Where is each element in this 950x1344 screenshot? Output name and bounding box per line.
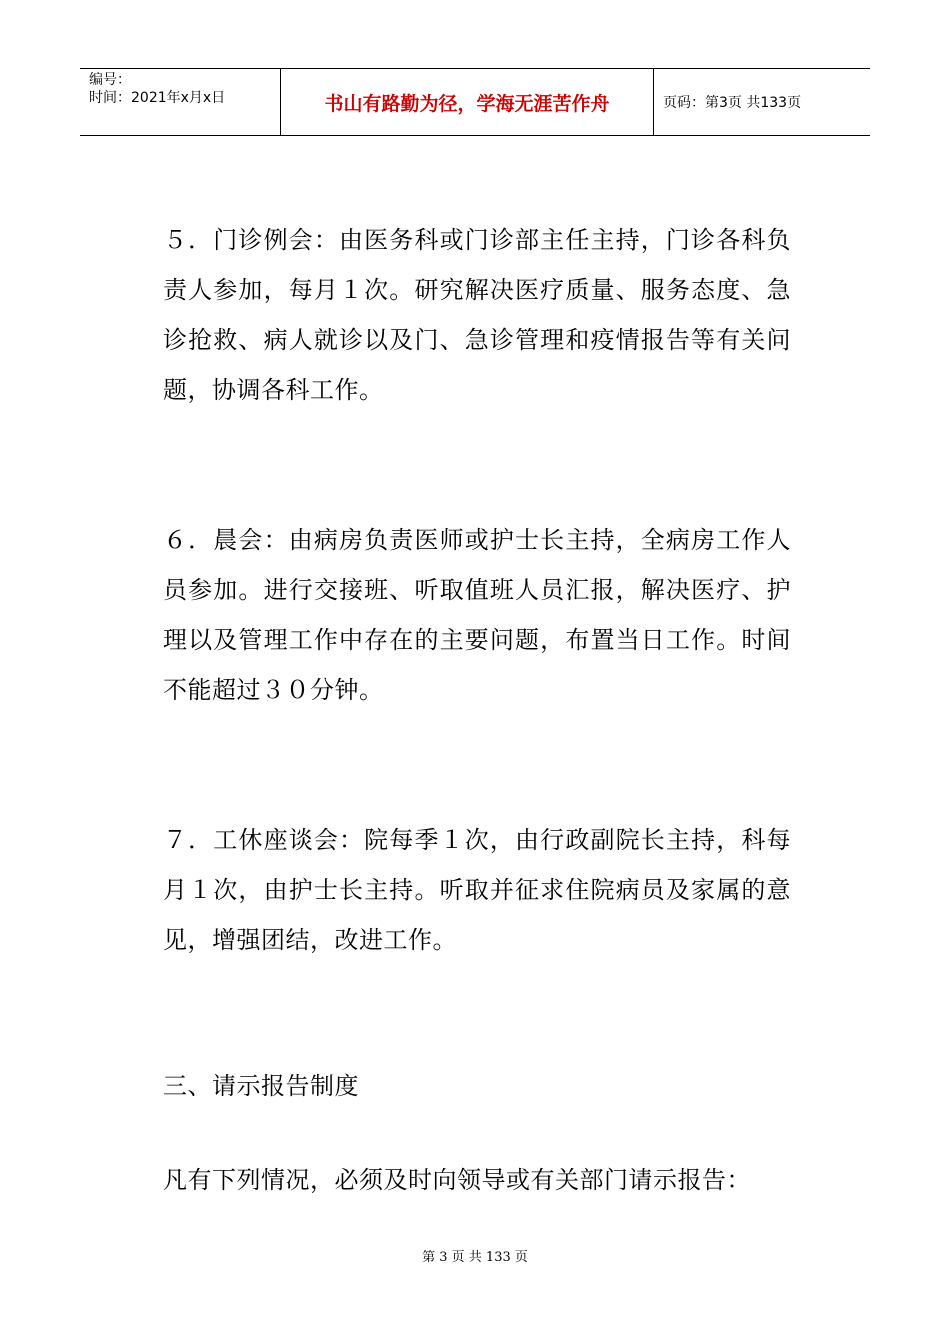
paragraph-spacer: [163, 1111, 791, 1155]
document-body: [163, 215, 791, 1205]
paragraph-spacer: [163, 415, 791, 515]
paragraph-patient-forum: ７．工休座谈会：院每季１次，由行政副院长主持，科每月１次，由护士长主持。听取并征求住院病员及家属的意见，增强团结，改进工作。: [163, 826, 791, 954]
paragraph-spacer: [163, 715, 791, 815]
paragraph-outpatient-meeting: ５．门诊例会：由医务科或门诊部主任主持，门诊各科负责人参加，每月１次。研究解决医疗质量、服务态度、急诊抢救、病人就诊以及门、急诊管理和疫情报告等有关问题，协调各科工作。: [163, 226, 791, 404]
header-page-number: 页码：第3页 共133页: [663, 95, 802, 111]
paragraph-spacer: [163, 965, 791, 1061]
document-time-label: 时间：2021年x月x日: [89, 90, 226, 106]
page-footer: 第 3 页 共 133 页: [422, 1250, 528, 1265]
section-heading-reporting-system: 三、请示报告制度: [163, 1072, 359, 1100]
paragraph-reporting-intro: 凡有下列情况，必须及时向领导或有关部门请示报告：: [163, 1166, 751, 1194]
paragraph-morning-meeting: ６．晨会：由病房负责医师或护士长主持，全病房工作人员参加。进行交接班、听取值班人员汇报，解决医疗、护理以及管理工作中存在的主要问题，布置当日工作。时间不能超过３０分钟。: [163, 526, 791, 704]
header-motto: 书山有路勤为径，学海无涯苦作舟: [281, 69, 654, 135]
document-number-label: 编号：: [89, 72, 131, 88]
header-meta-cell: [80, 69, 281, 135]
page-header: [80, 68, 870, 136]
